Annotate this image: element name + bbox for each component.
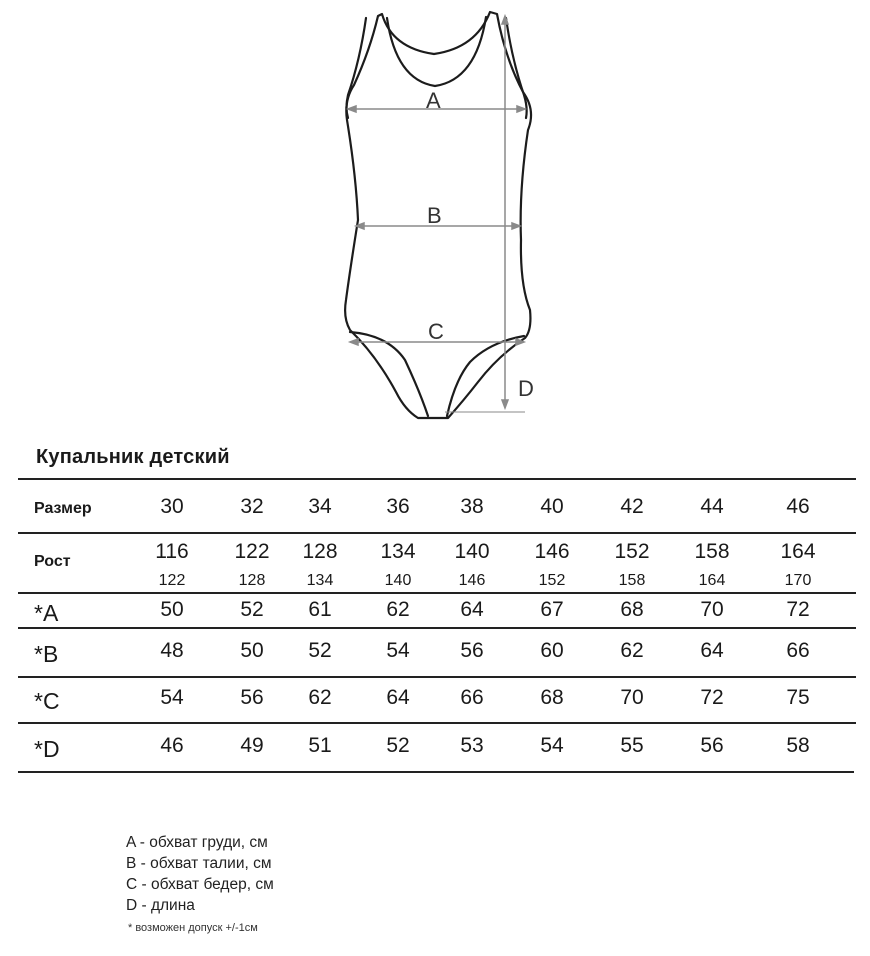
size-cell: 42 xyxy=(620,495,644,518)
height-from-cell: 122 xyxy=(234,540,270,563)
table-divider xyxy=(18,771,854,773)
size-cell: 46 xyxy=(786,495,810,518)
table-cell: 64 xyxy=(386,686,410,709)
row-label-measure: *B xyxy=(34,641,59,667)
height-to-cell: 122 xyxy=(158,572,186,589)
height-from-cell: 158 xyxy=(694,540,730,563)
right-armhole xyxy=(506,18,527,118)
table-cell: 58 xyxy=(786,734,810,757)
table-cell: 64 xyxy=(700,639,724,662)
table-cell: 68 xyxy=(540,686,564,709)
table-divider xyxy=(18,532,856,534)
table-cell: 46 xyxy=(160,734,184,757)
table-cell: 52 xyxy=(386,734,410,757)
height-from-cell: 116 xyxy=(155,540,189,563)
table-cell: 52 xyxy=(308,639,332,662)
size-cell: 30 xyxy=(160,495,184,518)
height-to-cell: 128 xyxy=(238,572,266,589)
table-divider xyxy=(18,676,856,678)
size-cell: 36 xyxy=(386,495,410,518)
table-cell: 56 xyxy=(460,639,484,662)
table-cell: 75 xyxy=(786,686,810,709)
table-cell: 48 xyxy=(160,639,184,662)
height-from-cell: 128 xyxy=(302,540,338,563)
height-to-cell: 152 xyxy=(538,572,566,589)
row-label-height: Рост xyxy=(34,553,71,570)
row-label-measure: *D xyxy=(34,736,60,762)
legend-item-d: D - длина xyxy=(126,897,195,914)
table-cell: 54 xyxy=(386,639,410,662)
height-from-cell: 146 xyxy=(534,540,570,563)
label-a: A xyxy=(426,88,441,113)
table-cell: 54 xyxy=(540,734,564,757)
legend-item-b: B - обхват талии, см xyxy=(126,855,272,872)
table-cell: 70 xyxy=(700,598,724,621)
label-d: D xyxy=(518,376,534,401)
neckline xyxy=(387,17,486,86)
left-leg-opening xyxy=(350,332,428,416)
table-cell: 64 xyxy=(460,598,484,621)
table-cell: 50 xyxy=(240,639,264,662)
table-cell: 50 xyxy=(160,598,184,621)
label-b: B xyxy=(427,203,442,228)
height-from-cell: 140 xyxy=(454,540,490,563)
row-label-measure: *C xyxy=(34,688,60,714)
height-to-cell: 134 xyxy=(306,572,334,589)
legend-item-c: C - обхват бедер, см xyxy=(126,876,274,893)
legend-item-a: A - обхват груди, см xyxy=(126,834,268,851)
table-cell: 67 xyxy=(540,598,564,621)
height-to-cell: 170 xyxy=(784,572,812,589)
table-cell: 54 xyxy=(160,686,184,709)
size-cell: 44 xyxy=(700,495,724,518)
height-to-cell: 146 xyxy=(458,572,486,589)
table-divider xyxy=(18,478,856,480)
table-cell: 49 xyxy=(240,734,264,757)
table-cell: 72 xyxy=(700,686,724,709)
swimsuit-diagram xyxy=(0,0,870,440)
row-label-measure: *A xyxy=(34,600,59,626)
table-cell: 62 xyxy=(620,639,644,662)
table-cell: 61 xyxy=(308,598,332,621)
size-cell: 40 xyxy=(540,495,564,518)
table-cell: 56 xyxy=(240,686,264,709)
table-cell: 72 xyxy=(786,598,810,621)
table-cell: 52 xyxy=(240,598,264,621)
table-cell: 60 xyxy=(540,639,564,662)
height-to-cell: 158 xyxy=(618,572,646,589)
height-from-cell: 152 xyxy=(614,540,650,563)
table-cell: 70 xyxy=(620,686,644,709)
table-cell: 56 xyxy=(700,734,724,757)
label-c: C xyxy=(428,319,444,344)
table-cell: 66 xyxy=(786,639,810,662)
size-cell: 32 xyxy=(240,495,264,518)
table-divider xyxy=(18,592,856,594)
table-divider xyxy=(18,627,856,629)
height-to-cell: 140 xyxy=(384,572,412,589)
height-from-cell: 134 xyxy=(380,540,416,563)
row-label-size: Размер xyxy=(34,500,92,517)
legend xyxy=(126,832,274,916)
height-from-cell: 164 xyxy=(780,540,816,563)
size-cell: 34 xyxy=(308,495,332,518)
table-cell: 62 xyxy=(386,598,410,621)
table-cell: 62 xyxy=(308,686,332,709)
height-to-cell: 164 xyxy=(698,572,726,589)
left-armhole xyxy=(347,18,367,118)
table-cell: 51 xyxy=(308,734,332,757)
table-cell: 68 xyxy=(620,598,644,621)
size-cell: 38 xyxy=(460,495,484,518)
table-cell: 55 xyxy=(620,734,644,757)
table-cell: 66 xyxy=(460,686,484,709)
table-cell: 53 xyxy=(460,734,484,757)
page-title: Купальник детский xyxy=(36,446,230,468)
table-divider xyxy=(18,722,856,724)
tolerance-note: * возможен допуск +/-1см xyxy=(128,922,258,934)
